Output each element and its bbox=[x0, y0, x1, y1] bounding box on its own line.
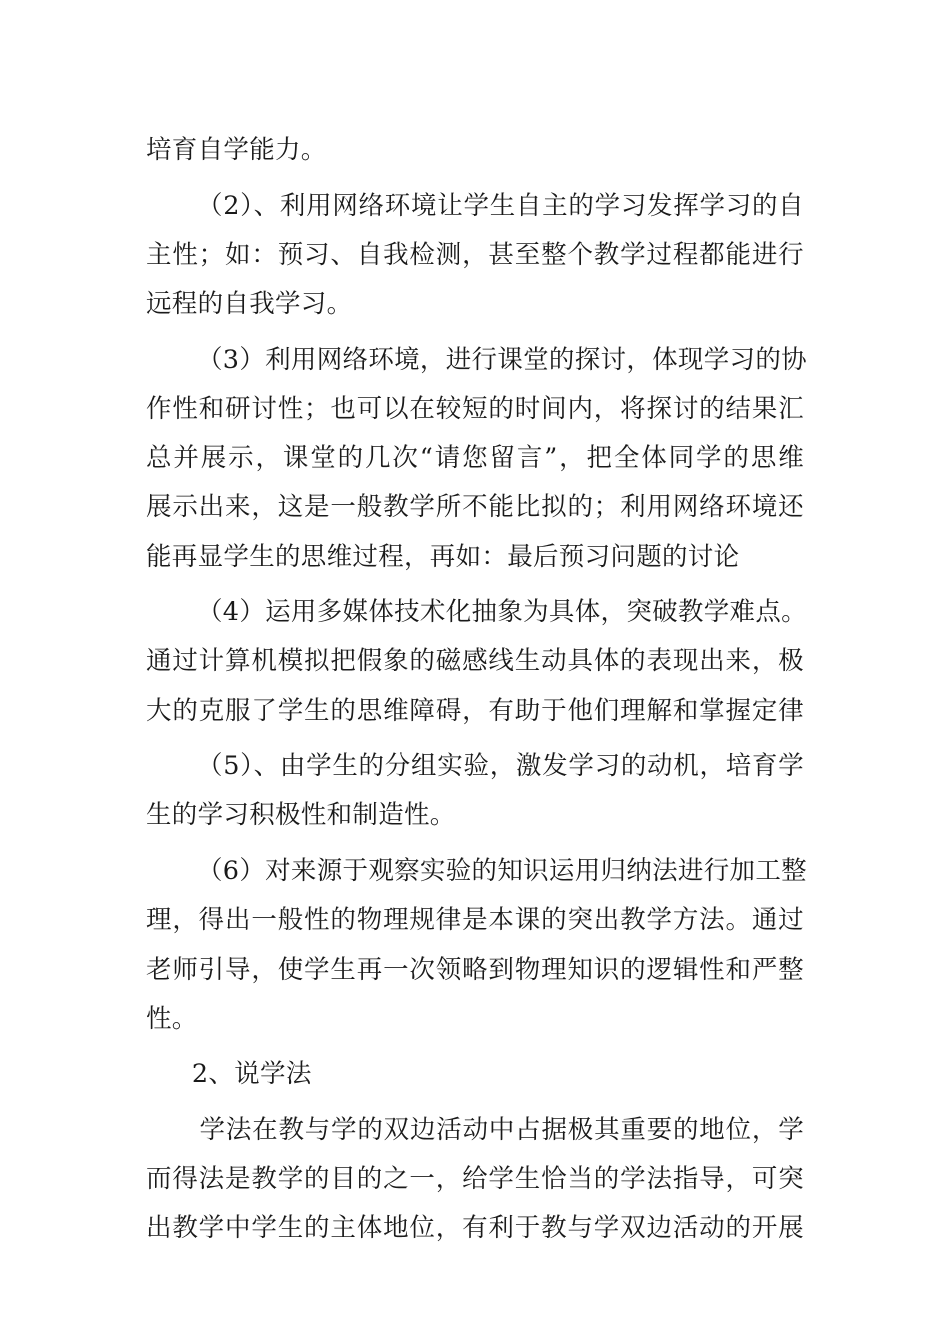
text-line: 作性和研讨性；也可以在较短的时间内，将探讨的结果汇 bbox=[146, 393, 804, 424]
text-line: 能再显学生的思维过程，再如：最后预习问题的讨论 bbox=[146, 541, 740, 572]
text-line: 主性；如：预习、自我检测，甚至整个教学过程都能进行 bbox=[146, 239, 804, 270]
text-line: 2、说学法 bbox=[191, 1059, 312, 1090]
text-line: 远程的自我学习。 bbox=[146, 289, 353, 320]
text-line: 总并展示，课堂的几次“请您留言”，把全体同学的思维 bbox=[146, 443, 804, 474]
text-line: 大的克服了学生的思维障碍，有助于他们理解和掌握定律 bbox=[146, 695, 804, 726]
text-line: 性。 bbox=[146, 1003, 198, 1034]
text-line: 而得法是教学的目的之一，给学生恰当的学法指导，可突 bbox=[146, 1164, 804, 1195]
text-line: 生的学习积极性和制造性。 bbox=[146, 800, 456, 831]
text-line: （5）、由学生的分组实验，激发学习的动机，培育学 bbox=[197, 751, 804, 782]
text-line: 理，得出一般性的物理规律是本课的突出教学方法。通过 bbox=[146, 905, 804, 936]
text-line: 通过计算机模拟把假象的磁感线生动具体的表现出来，极 bbox=[146, 646, 804, 677]
text-line: （3）利用网络环境，进行课堂的探讨，体现学习的协 bbox=[197, 344, 807, 375]
text-line: 出教学中学生的主体地位，有利于教与学双边活动的开展 bbox=[146, 1213, 804, 1244]
text-line: 展示出来，这是一般教学所不能比拟的；利用网络环境还 bbox=[146, 492, 804, 523]
text-line: 老师引导，使学生再一次领略到物理知识的逻辑性和严整 bbox=[146, 954, 804, 985]
document-body bbox=[146, 126, 807, 1254]
text-line: （2）、利用网络环境让学生自主的学习发挥学习的自 bbox=[197, 190, 804, 221]
text-line: （6）对来源于观察实验的知识运用归纳法进行加工整 bbox=[197, 856, 807, 887]
text-line: （4）运用多媒体技术化抽象为具体，突破教学难点。 bbox=[197, 597, 807, 628]
text-line: 培育自学能力。 bbox=[146, 135, 327, 165]
text-line: 学法在教与学的双边活动中占据极其重要的地位，学 bbox=[199, 1115, 804, 1146]
